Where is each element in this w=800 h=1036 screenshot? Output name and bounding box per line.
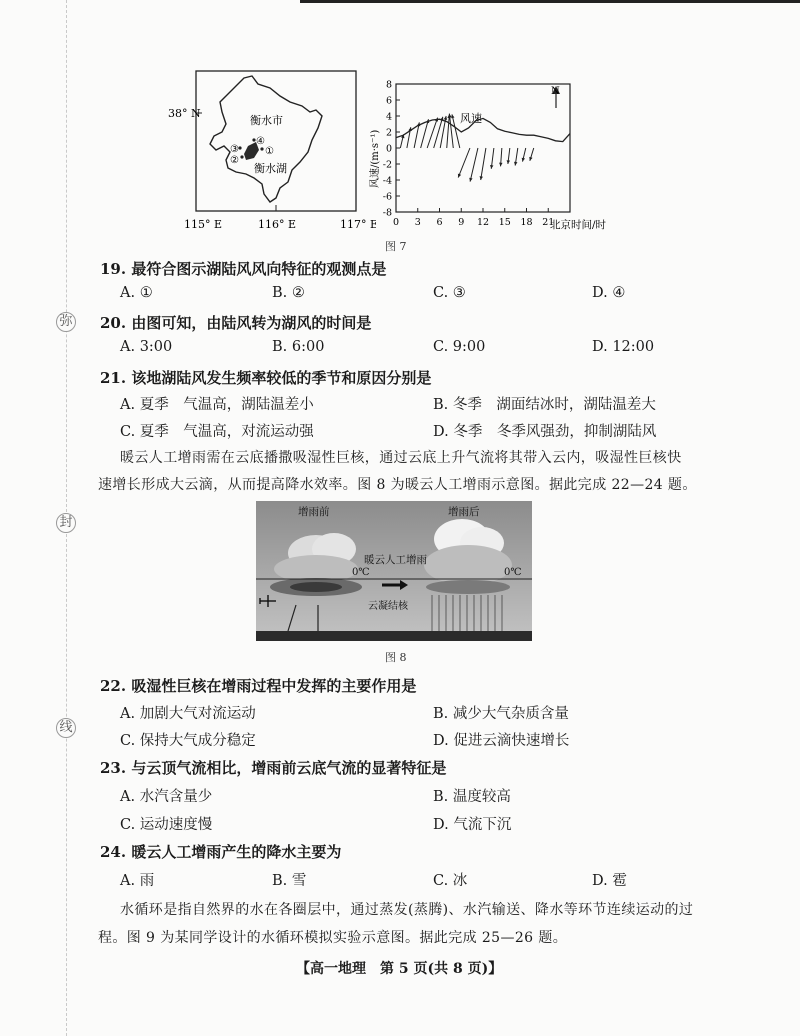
fig8-before-label: 增雨前 [298, 506, 330, 518]
fig8-zero-left: 0℃ [352, 567, 370, 578]
q20-option-d[interactable]: D. 12:00 [592, 339, 655, 355]
x-tick-label: 6 [436, 217, 443, 228]
intro-25-line-1: 水循环是指自然界的水在各圈层中，通过蒸发(蒸腾)、水汽输送、降水等环节连续运动的过 [120, 902, 694, 918]
x-tick-label: 12 [476, 217, 490, 228]
side-mark-xian: 线 [56, 718, 76, 738]
figure-8-diagram [256, 501, 532, 641]
q22-option-c[interactable]: C. 保持大气成分稳定 [120, 733, 256, 749]
y-tick-label: -4 [382, 175, 392, 187]
q19-stem: 19. 最符合图示湖陆风风向特征的观测点是 [100, 260, 387, 278]
map-point-2: ② [230, 155, 239, 166]
chart-series-label: 风速 [460, 112, 482, 125]
x-tick-label: 0 [392, 217, 400, 228]
map-lon-117: 117° E [340, 218, 376, 231]
north-label: N [551, 86, 560, 97]
map-point-1: ① [265, 146, 274, 157]
figure-7-wind-chart [366, 78, 626, 238]
q19-option-a[interactable]: A. ① [120, 285, 153, 301]
y-tick-label: -6 [382, 191, 392, 203]
fig8-zero-right: 0℃ [504, 567, 522, 578]
y-tick-label: -8 [382, 207, 392, 219]
q23-option-a[interactable]: A. 水汽含量少 [120, 789, 213, 805]
figure-7-map [166, 66, 376, 236]
fig8-after-label: 增雨后 [448, 506, 480, 518]
q23-stem: 23. 与云顶气流相比，增雨前云底气流的显著特征是 [100, 759, 447, 777]
chart-y-label: 风速/(m·s⁻¹) [370, 129, 381, 188]
y-tick-label: 4 [385, 111, 392, 123]
x-tick-label: 3 [414, 217, 421, 228]
figure-7-caption: 图 7 [385, 240, 407, 253]
q21-option-b[interactable]: B. 冬季 湖面结冰时，湖陆温差大 [433, 397, 656, 413]
top-border [300, 0, 800, 3]
map-lake-label: 衡水湖 [254, 162, 287, 175]
q23-option-b[interactable]: B. 温度较高 [433, 789, 511, 805]
wind-arrow [481, 148, 486, 180]
q21-option-a[interactable]: A. 夏季 气温高，湖陆温差小 [120, 397, 314, 413]
y-tick-label: 2 [385, 127, 392, 139]
q22-option-b[interactable]: B. 减少大气杂质含量 [433, 706, 569, 722]
fig8-nuclei-label: 云凝结核 [368, 601, 408, 612]
q21-option-d[interactable]: D. 冬季 冬季风强劲，抑制湖陆风 [433, 424, 657, 440]
q19-option-b[interactable]: B. ② [272, 285, 305, 301]
intro-22-line-2: 速增长形成大云滴，从而提高降水效率。图 8 为暖云人工增雨示意图。据此完成 22—24 题。 [98, 477, 697, 493]
q24-option-a[interactable]: A. 雨 [120, 873, 155, 889]
wind-arrow [447, 114, 450, 148]
intro-25-line-2: 程。图 9 为某同学设计的水循环模拟实验示意图。据此完成 25—26 题。 [98, 930, 568, 946]
intro-22-line-1: 暖云人工增雨需在云底播撒吸湿性巨核，通过云底上升气流将其带入云内，吸湿性巨核快 [120, 450, 682, 466]
x-tick-label: 21 [542, 217, 555, 228]
map-point-3: ③ [230, 144, 239, 155]
q24-option-b[interactable]: B. 雪 [272, 873, 307, 889]
map-lon-115: 115° E [184, 218, 223, 231]
q19-option-d[interactable]: D. ④ [592, 285, 626, 301]
q20-stem: 20. 由图可知，由陆风转为湖风的时间是 [100, 314, 372, 332]
q24-option-d[interactable]: D. 雹 [592, 873, 627, 889]
y-tick-label: 6 [385, 95, 392, 107]
x-tick-label: 15 [498, 217, 511, 228]
q20-option-c[interactable]: C. 9:00 [433, 339, 486, 355]
q23-option-c[interactable]: C. 运动速度慢 [120, 817, 213, 833]
q22-stem: 22. 吸湿性巨核在增雨过程中发挥的主要作用是 [100, 677, 417, 695]
x-tick-label: 9 [458, 217, 465, 228]
q20-option-b[interactable]: B. 6:00 [272, 339, 325, 355]
wind-arrow [458, 148, 470, 178]
wind-arrow-head [499, 163, 502, 167]
series-speed-line [396, 118, 570, 141]
chart-frame [396, 84, 570, 212]
map-city-label: 衡水市 [250, 114, 283, 127]
q21-option-c[interactable]: C. 夏季 气温高，对流运动强 [120, 424, 314, 440]
q19-option-c[interactable]: C. ③ [433, 285, 466, 301]
q24-option-c[interactable]: C. 冰 [433, 873, 468, 889]
page-footer: 【高一地理 第 5 页(共 8 页)】 [296, 961, 503, 977]
map-lat-label: 38° N [168, 107, 201, 120]
side-mark-feng: 封 [56, 513, 76, 533]
wind-arrow [470, 148, 478, 182]
q22-option-a[interactable]: A. 加剧大气对流运动 [120, 706, 256, 722]
fig8-process-label: 暖云人工增雨 [364, 554, 427, 566]
chart-x-label: 北京时间/时 [550, 219, 607, 231]
q22-option-d[interactable]: D. 促进云滴快速增长 [433, 733, 570, 749]
figure-8-caption: 图 8 [385, 651, 407, 664]
y-tick-label: 0 [385, 143, 392, 155]
map-point-4: ④ [256, 136, 265, 147]
map-lon-116: 116° E [258, 218, 297, 231]
side-mark-mi: 弥 [56, 312, 76, 332]
wind-arrow-head [444, 116, 447, 120]
fig8-ground [256, 631, 532, 641]
y-tick-label: -2 [382, 159, 392, 171]
q20-option-a[interactable]: A. 3:00 [120, 339, 173, 355]
y-tick-label: 8 [385, 79, 392, 91]
x-tick-label: 18 [520, 217, 533, 228]
q23-option-d[interactable]: D. 气流下沉 [433, 817, 512, 833]
q21-stem: 21. 该地湖陆风发生频率较低的季节和原因分别是 [100, 369, 432, 387]
q24-stem: 24. 暖云人工增雨产生的降水主要为 [100, 843, 342, 861]
